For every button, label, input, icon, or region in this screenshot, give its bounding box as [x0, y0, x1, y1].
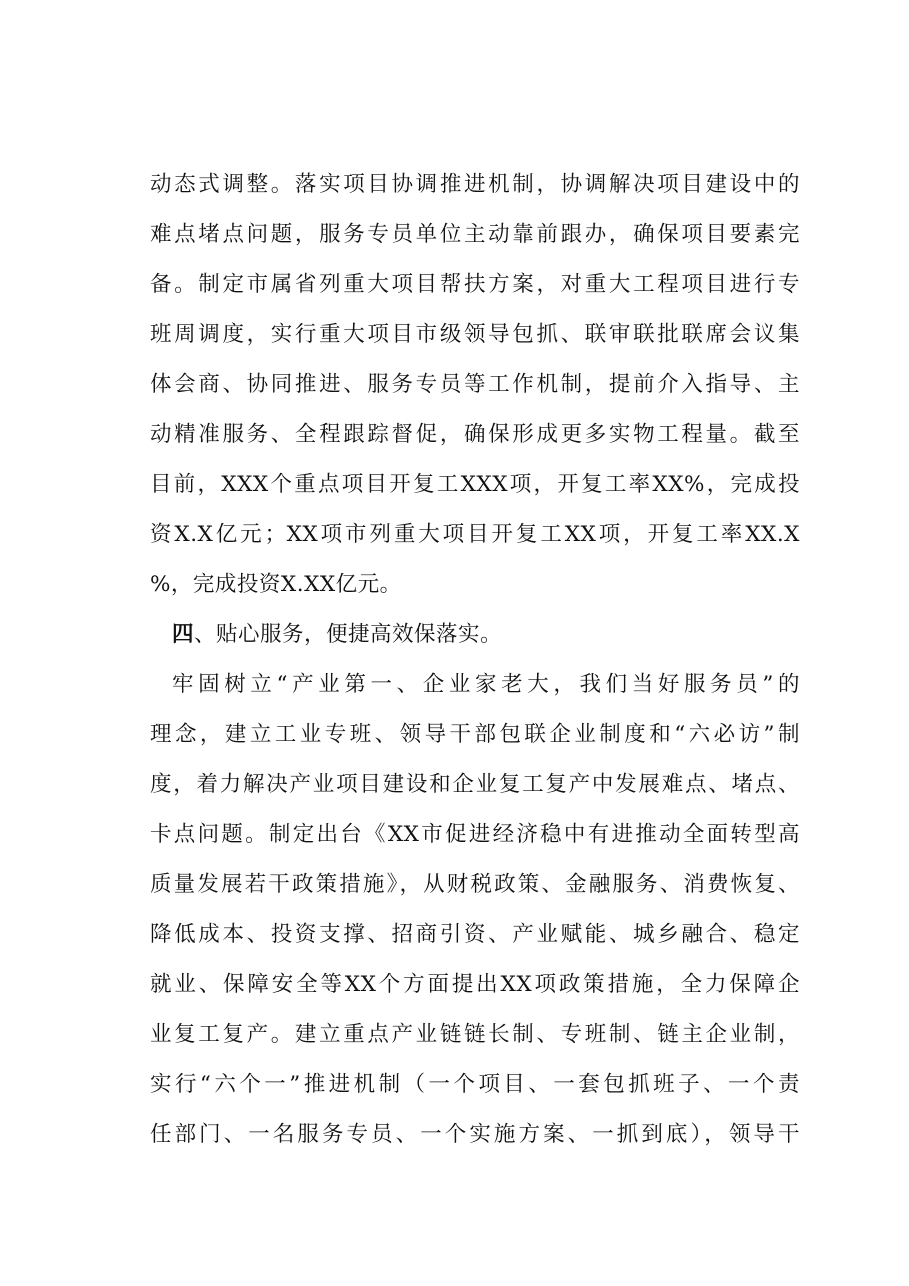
body-line: 资X.X亿元；XX项市列重大项目开复工XX项，开复工率XX.X	[150, 522, 800, 547]
body-line: 任部门、一名服务专员、一个实施方案、一抓到底），领导干	[150, 1122, 800, 1147]
body-line: 动精准服务、全程跟踪督促，确保形成更多实物工程量。截至	[150, 422, 800, 447]
body-line: 质量发展若干政策措施》，从财税政策、金融服务、消费恢复、	[150, 872, 800, 897]
body-line: 理念，建立工业专班、领导干部包联企业制度和“六必访”制	[150, 722, 800, 747]
body-line: 降低成本、投资支撑、招商引资、产业赋能、城乡融合、稳定	[150, 922, 800, 947]
body-line: 备。制定市属省列重大项目帮扶方案，对重大工程项目进行专	[150, 272, 800, 297]
body-line: 业复工复产。建立重点产业链链长制、专班制、链主企业制，	[150, 1022, 800, 1047]
body-line: 牢固树立“产业第一、企业家老大，我们当好服务员”的	[172, 672, 800, 697]
body-line: %，完成投资X.XX亿元。	[150, 572, 402, 597]
body-line: 实行“六个一”推进机制（一个项目、一套包抓班子、一个责	[150, 1072, 800, 1097]
section-heading-number: 四	[172, 622, 195, 647]
body-line: 难点堵点问题，服务专员单位主动靠前跟办，确保项目要素完	[150, 222, 800, 247]
body-line: 动态式调整。落实项目协调推进机制，协调解决项目建设中的	[150, 172, 800, 197]
body-line: 班周调度，实行重大项目市级领导包抓、联审联批联席会议集	[150, 322, 800, 347]
body-line: 卡点问题。制定出台《XX市促进经济稳中有进推动全面转型高	[150, 822, 800, 847]
section-heading-text: 、贴心服务，便捷高效保落实。	[194, 622, 503, 647]
body-line: 度，着力解决产业项目建设和企业复工复产中发展难点、堵点、	[150, 772, 800, 797]
body-line: 目前，XXX个重点项目开复工XXX项，开复工率XX%，完成投	[150, 472, 800, 497]
section-heading	[172, 615, 822, 655]
body-line: 体会商、协同推进、服务专员等工作机制，提前介入指导、主	[150, 372, 800, 397]
body-line: 就业、保障安全等XX个方面提出XX项政策措施，全力保障企	[150, 972, 800, 997]
